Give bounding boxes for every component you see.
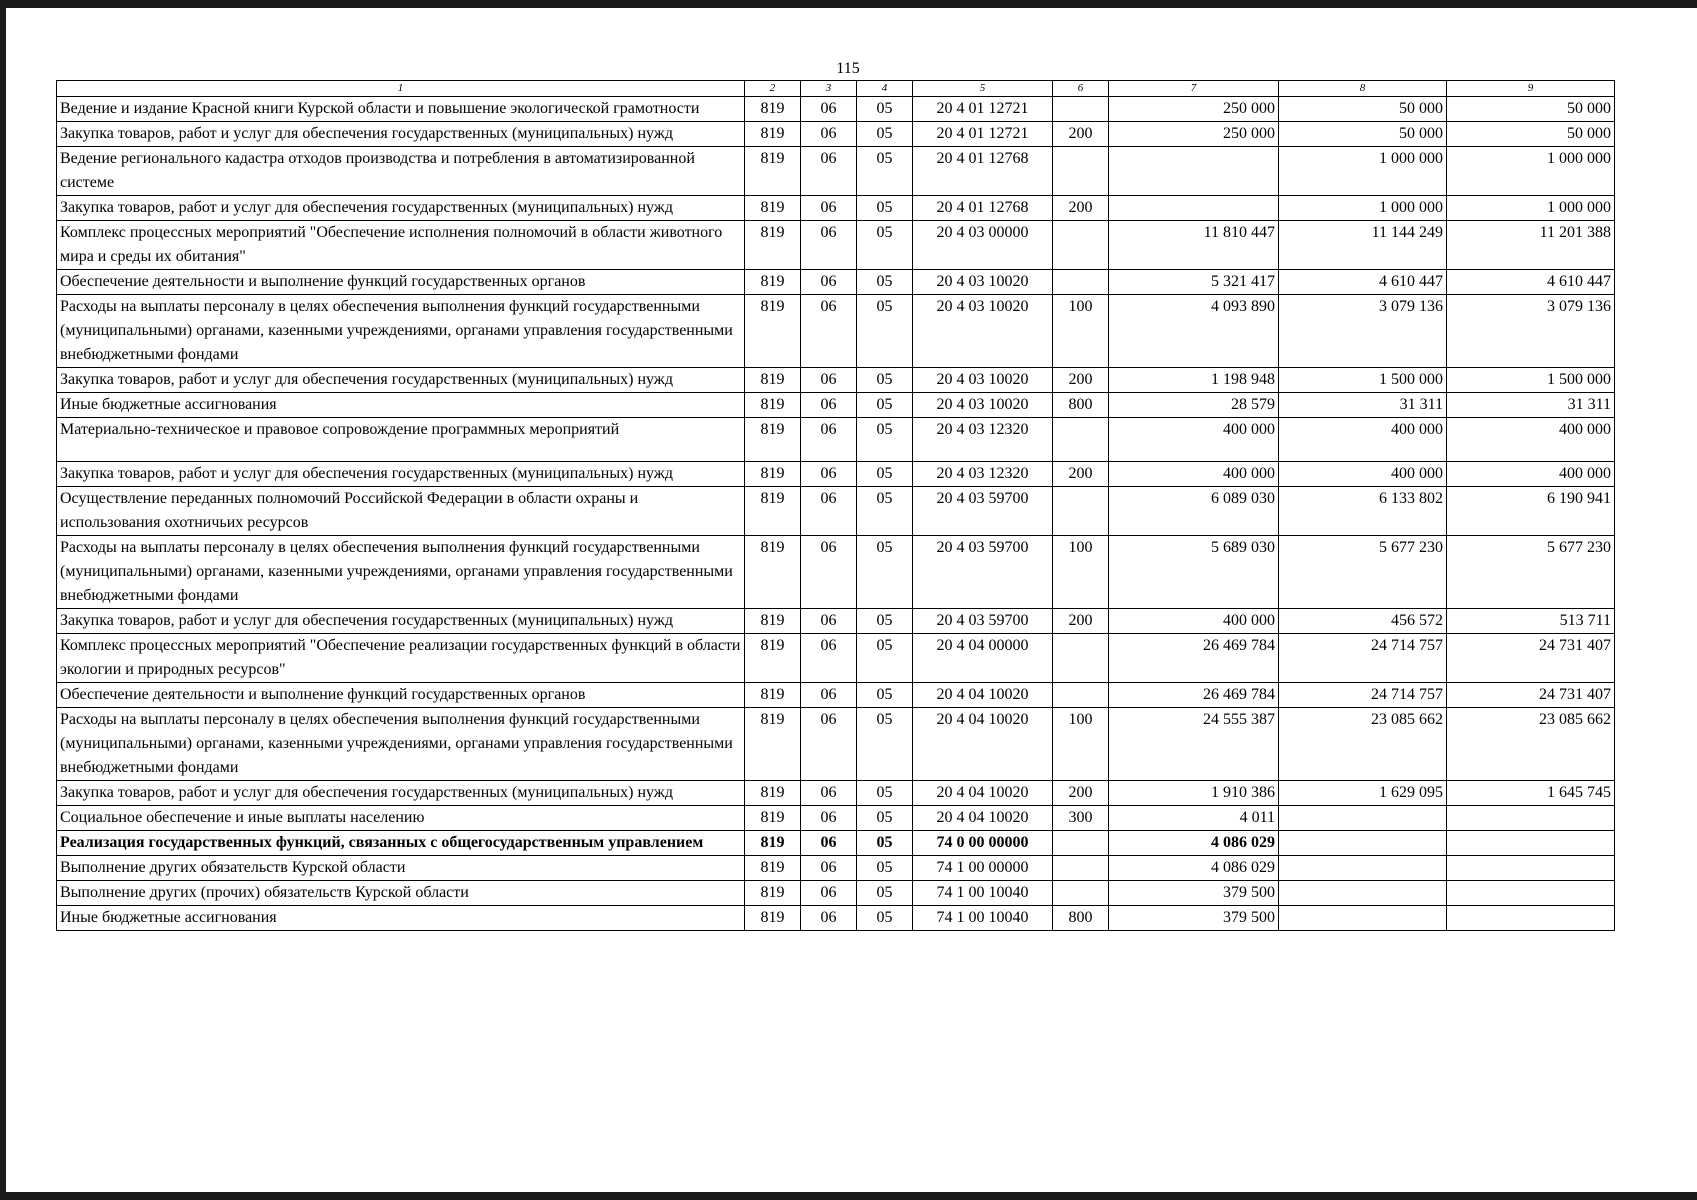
amount-col-7: 28 579 xyxy=(1109,393,1279,418)
column-number: 1 xyxy=(57,81,745,97)
subsection-code: 05 xyxy=(857,906,913,931)
admin-code: 819 xyxy=(745,487,801,536)
amount-col-8: 3 079 136 xyxy=(1279,295,1447,368)
column-number: 7 xyxy=(1109,81,1279,97)
amount-col-9 xyxy=(1447,881,1615,906)
amount-col-9: 6 190 941 xyxy=(1447,487,1615,536)
target-article-code: 20 4 03 10020 xyxy=(913,393,1053,418)
subsection-code: 05 xyxy=(857,634,913,683)
admin-code: 819 xyxy=(745,683,801,708)
amount-col-9: 50 000 xyxy=(1447,97,1615,122)
table-row xyxy=(57,147,1615,196)
subsection-code: 05 xyxy=(857,221,913,270)
amount-col-9: 513 711 xyxy=(1447,609,1615,634)
target-article-code: 20 4 04 10020 xyxy=(913,806,1053,831)
target-article-code: 20 4 01 12768 xyxy=(913,147,1053,196)
amount-col-9 xyxy=(1447,831,1615,856)
table-row xyxy=(57,196,1615,221)
amount-col-8: 400 000 xyxy=(1279,462,1447,487)
column-number: 3 xyxy=(801,81,857,97)
amount-col-7: 4 011 xyxy=(1109,806,1279,831)
amount-col-8: 1 000 000 xyxy=(1279,147,1447,196)
amount-col-8 xyxy=(1279,806,1447,831)
row-name: Выполнение других (прочих) обязательств Курской области xyxy=(57,881,745,906)
amount-col-7: 400 000 xyxy=(1109,462,1279,487)
expense-type-code: 800 xyxy=(1053,393,1109,418)
amount-col-8: 5 677 230 xyxy=(1279,536,1447,609)
row-name: Ведение и издание Красной книги Курской области и повышение экологической грамотности xyxy=(57,97,745,122)
row-name: Иные бюджетные ассигнования xyxy=(57,906,745,931)
section-code: 06 xyxy=(801,196,857,221)
target-article-code: 20 4 01 12721 xyxy=(913,97,1053,122)
amount-col-7: 250 000 xyxy=(1109,97,1279,122)
amount-col-8: 1 500 000 xyxy=(1279,368,1447,393)
row-name: Расходы на выплаты персоналу в целях обеспечения выполнения функций государственными (муниципальными) органами, казенными учреждениями, органами управления государственными внебюджетными фондами xyxy=(57,536,745,609)
target-article-code: 20 4 03 10020 xyxy=(913,368,1053,393)
amount-col-9: 23 085 662 xyxy=(1447,708,1615,781)
expense-type-code xyxy=(1053,147,1109,196)
table-row xyxy=(57,609,1615,634)
subsection-code: 05 xyxy=(857,609,913,634)
table-row xyxy=(57,221,1615,270)
table-row xyxy=(57,856,1615,881)
table-row xyxy=(57,806,1615,831)
target-article-code: 20 4 03 12320 xyxy=(913,418,1053,462)
section-code: 06 xyxy=(801,831,857,856)
subsection-code: 05 xyxy=(857,462,913,487)
expense-type-code xyxy=(1053,418,1109,462)
expense-type-code: 200 xyxy=(1053,609,1109,634)
table-row xyxy=(57,906,1615,931)
column-number: 8 xyxy=(1279,81,1447,97)
subsection-code: 05 xyxy=(857,196,913,221)
section-code: 06 xyxy=(801,708,857,781)
target-article-code: 20 4 04 10020 xyxy=(913,683,1053,708)
amount-col-8 xyxy=(1279,906,1447,931)
section-code: 06 xyxy=(801,462,857,487)
admin-code: 819 xyxy=(745,634,801,683)
admin-code: 819 xyxy=(745,147,801,196)
section-code: 06 xyxy=(801,147,857,196)
subsection-code: 05 xyxy=(857,708,913,781)
subsection-code: 05 xyxy=(857,536,913,609)
scan-border-bottom xyxy=(0,1192,1697,1200)
admin-code: 819 xyxy=(745,270,801,295)
amount-col-7: 6 089 030 xyxy=(1109,487,1279,536)
table-row xyxy=(57,97,1615,122)
amount-col-8: 456 572 xyxy=(1279,609,1447,634)
column-number: 9 xyxy=(1447,81,1615,97)
amount-col-9: 1 645 745 xyxy=(1447,781,1615,806)
row-name: Закупка товаров, работ и услуг для обеспечения государственных (муниципальных) нужд xyxy=(57,781,745,806)
amount-col-7: 11 810 447 xyxy=(1109,221,1279,270)
table-body xyxy=(57,97,1615,931)
row-name: Осуществление переданных полномочий Российской Федерации в области охраны и использования охотничьих ресурсов xyxy=(57,487,745,536)
row-name: Социальное обеспечение и иные выплаты населению xyxy=(57,806,745,831)
amount-col-8: 23 085 662 xyxy=(1279,708,1447,781)
amount-col-9: 31 311 xyxy=(1447,393,1615,418)
column-number: 5 xyxy=(913,81,1053,97)
table-row xyxy=(57,270,1615,295)
amount-col-8: 31 311 xyxy=(1279,393,1447,418)
expense-type-code: 200 xyxy=(1053,462,1109,487)
row-name: Выполнение других обязательств Курской области xyxy=(57,856,745,881)
expense-type-code: 200 xyxy=(1053,781,1109,806)
target-article-code: 20 4 03 00000 xyxy=(913,221,1053,270)
table-row xyxy=(57,634,1615,683)
amount-col-7: 5 689 030 xyxy=(1109,536,1279,609)
admin-code: 819 xyxy=(745,295,801,368)
target-article-code: 20 4 03 59700 xyxy=(913,487,1053,536)
row-name: Закупка товаров, работ и услуг для обеспечения государственных (муниципальных) нужд xyxy=(57,609,745,634)
table-row xyxy=(57,487,1615,536)
subsection-code: 05 xyxy=(857,856,913,881)
amount-col-7: 379 500 xyxy=(1109,906,1279,931)
section-code: 06 xyxy=(801,418,857,462)
row-name: Реализация государственных функций, связанных с общегосударственным управлением xyxy=(57,831,745,856)
amount-col-7: 1 910 386 xyxy=(1109,781,1279,806)
subsection-code: 05 xyxy=(857,418,913,462)
section-code: 06 xyxy=(801,856,857,881)
row-name: Расходы на выплаты персоналу в целях обеспечения выполнения функций государственными (муниципальными) органами, казенными учреждениями, органами управления государственными внебюджетными фондами xyxy=(57,295,745,368)
subsection-code: 05 xyxy=(857,781,913,806)
section-code: 06 xyxy=(801,393,857,418)
section-code: 06 xyxy=(801,881,857,906)
admin-code: 819 xyxy=(745,831,801,856)
subsection-code: 05 xyxy=(857,487,913,536)
expense-type-code xyxy=(1053,831,1109,856)
amount-col-9: 3 079 136 xyxy=(1447,295,1615,368)
column-number: 6 xyxy=(1053,81,1109,97)
amount-col-9 xyxy=(1447,806,1615,831)
amount-col-9: 50 000 xyxy=(1447,122,1615,147)
table-row xyxy=(57,295,1615,368)
amount-col-7: 4 093 890 xyxy=(1109,295,1279,368)
subsection-code: 05 xyxy=(857,147,913,196)
subsection-code: 05 xyxy=(857,270,913,295)
amount-col-7: 400 000 xyxy=(1109,418,1279,462)
admin-code: 819 xyxy=(745,881,801,906)
table-row xyxy=(57,536,1615,609)
admin-code: 819 xyxy=(745,906,801,931)
column-number-row xyxy=(57,81,1615,97)
admin-code: 819 xyxy=(745,368,801,393)
amount-col-8: 6 133 802 xyxy=(1279,487,1447,536)
amount-col-7: 24 555 387 xyxy=(1109,708,1279,781)
subsection-code: 05 xyxy=(857,806,913,831)
column-number: 4 xyxy=(857,81,913,97)
row-name: Материально-техническое и правовое сопровождение программных мероприятий xyxy=(57,418,745,462)
target-article-code: 20 4 03 10020 xyxy=(913,270,1053,295)
page-number: 115 xyxy=(836,60,860,77)
row-name: Закупка товаров, работ и услуг для обеспечения государственных (муниципальных) нужд xyxy=(57,368,745,393)
row-name: Ведение регионального кадастра отходов производства и потребления в автоматизированной системе xyxy=(57,147,745,196)
row-name: Комплекс процессных мероприятий "Обеспечение исполнения полномочий в области животного мира и среды их обитания" xyxy=(57,221,745,270)
admin-code: 819 xyxy=(745,122,801,147)
amount-col-8 xyxy=(1279,831,1447,856)
table-row xyxy=(57,418,1615,462)
row-name: Иные бюджетные ассигнования xyxy=(57,393,745,418)
amount-col-7: 5 321 417 xyxy=(1109,270,1279,295)
amount-col-9: 1 500 000 xyxy=(1447,368,1615,393)
admin-code: 819 xyxy=(745,393,801,418)
admin-code: 819 xyxy=(745,418,801,462)
table-row xyxy=(57,462,1615,487)
target-article-code: 20 4 01 12721 xyxy=(913,122,1053,147)
expense-type-code xyxy=(1053,881,1109,906)
target-article-code: 74 1 00 00000 xyxy=(913,856,1053,881)
amount-col-8: 11 144 249 xyxy=(1279,221,1447,270)
scan-border-left xyxy=(0,0,6,1200)
table-row xyxy=(57,393,1615,418)
section-code: 06 xyxy=(801,270,857,295)
amount-col-7: 379 500 xyxy=(1109,881,1279,906)
subsection-code: 05 xyxy=(857,393,913,418)
target-article-code: 74 1 00 10040 xyxy=(913,881,1053,906)
section-code: 06 xyxy=(801,97,857,122)
amount-col-9: 11 201 388 xyxy=(1447,221,1615,270)
target-article-code: 20 4 04 10020 xyxy=(913,781,1053,806)
row-name: Закупка товаров, работ и услуг для обеспечения государственных (муниципальных) нужд xyxy=(57,196,745,221)
expense-type-code xyxy=(1053,683,1109,708)
target-article-code: 74 1 00 10040 xyxy=(913,906,1053,931)
admin-code: 819 xyxy=(745,196,801,221)
amount-col-9: 1 000 000 xyxy=(1447,196,1615,221)
section-code: 06 xyxy=(801,295,857,368)
table-row xyxy=(57,708,1615,781)
table-row xyxy=(57,831,1615,856)
amount-col-9: 400 000 xyxy=(1447,462,1615,487)
amount-col-7 xyxy=(1109,196,1279,221)
amount-col-9: 24 731 407 xyxy=(1447,683,1615,708)
admin-code: 819 xyxy=(745,97,801,122)
admin-code: 819 xyxy=(745,781,801,806)
amount-col-7 xyxy=(1109,147,1279,196)
admin-code: 819 xyxy=(745,609,801,634)
expense-type-code xyxy=(1053,634,1109,683)
amount-col-7: 250 000 xyxy=(1109,122,1279,147)
amount-col-7: 4 086 029 xyxy=(1109,831,1279,856)
table-row xyxy=(57,122,1615,147)
amount-col-7: 4 086 029 xyxy=(1109,856,1279,881)
section-code: 06 xyxy=(801,634,857,683)
table-row xyxy=(57,368,1615,393)
section-code: 06 xyxy=(801,906,857,931)
expense-type-code xyxy=(1053,221,1109,270)
expense-type-code: 100 xyxy=(1053,295,1109,368)
amount-col-8: 1 000 000 xyxy=(1279,196,1447,221)
target-article-code: 20 4 04 00000 xyxy=(913,634,1053,683)
admin-code: 819 xyxy=(745,856,801,881)
amount-col-9: 400 000 xyxy=(1447,418,1615,462)
budget-table xyxy=(56,80,1615,931)
admin-code: 819 xyxy=(745,462,801,487)
amount-col-9: 5 677 230 xyxy=(1447,536,1615,609)
target-article-code: 20 4 03 10020 xyxy=(913,295,1053,368)
table-row xyxy=(57,781,1615,806)
amount-col-8: 24 714 757 xyxy=(1279,683,1447,708)
expense-type-code: 200 xyxy=(1053,196,1109,221)
row-name: Обеспечение деятельности и выполнение функций государственных органов xyxy=(57,270,745,295)
admin-code: 819 xyxy=(745,221,801,270)
subsection-code: 05 xyxy=(857,683,913,708)
amount-col-8 xyxy=(1279,881,1447,906)
expense-type-code: 200 xyxy=(1053,368,1109,393)
expense-type-code xyxy=(1053,270,1109,295)
subsection-code: 05 xyxy=(857,881,913,906)
target-article-code: 20 4 03 12320 xyxy=(913,462,1053,487)
section-code: 06 xyxy=(801,536,857,609)
scan-border-top xyxy=(0,0,1697,8)
amount-col-9: 24 731 407 xyxy=(1447,634,1615,683)
table-row xyxy=(57,881,1615,906)
amount-col-7: 26 469 784 xyxy=(1109,683,1279,708)
table-row xyxy=(57,683,1615,708)
amount-col-8: 50 000 xyxy=(1279,97,1447,122)
amount-col-7: 1 198 948 xyxy=(1109,368,1279,393)
expense-type-code: 800 xyxy=(1053,906,1109,931)
amount-col-9 xyxy=(1447,856,1615,881)
subsection-code: 05 xyxy=(857,122,913,147)
expense-type-code: 100 xyxy=(1053,536,1109,609)
section-code: 06 xyxy=(801,122,857,147)
amount-col-7: 400 000 xyxy=(1109,609,1279,634)
target-article-code: 20 4 03 59700 xyxy=(913,609,1053,634)
column-number: 2 xyxy=(745,81,801,97)
expense-type-code: 300 xyxy=(1053,806,1109,831)
target-article-code: 74 0 00 00000 xyxy=(913,831,1053,856)
amount-col-8: 4 610 447 xyxy=(1279,270,1447,295)
expense-type-code xyxy=(1053,97,1109,122)
row-name: Закупка товаров, работ и услуг для обеспечения государственных (муниципальных) нужд xyxy=(57,122,745,147)
row-name: Комплекс процессных мероприятий "Обеспечение реализации государственных функций в области экологии и природных ресурсов" xyxy=(57,634,745,683)
amount-col-8: 1 629 095 xyxy=(1279,781,1447,806)
subsection-code: 05 xyxy=(857,368,913,393)
section-code: 06 xyxy=(801,683,857,708)
amount-col-9 xyxy=(1447,906,1615,931)
expense-type-code: 200 xyxy=(1053,122,1109,147)
target-article-code: 20 4 01 12768 xyxy=(913,196,1053,221)
amount-col-8: 50 000 xyxy=(1279,122,1447,147)
amount-col-8: 24 714 757 xyxy=(1279,634,1447,683)
row-name: Обеспечение деятельности и выполнение функций государственных органов xyxy=(57,683,745,708)
amount-col-9: 1 000 000 xyxy=(1447,147,1615,196)
expense-type-code xyxy=(1053,487,1109,536)
expense-type-code: 100 xyxy=(1053,708,1109,781)
target-article-code: 20 4 03 59700 xyxy=(913,536,1053,609)
section-code: 06 xyxy=(801,609,857,634)
subsection-code: 05 xyxy=(857,831,913,856)
row-name: Расходы на выплаты персоналу в целях обеспечения выполнения функций государственными (муниципальными) органами, казенными учреждениями, органами управления государственными внебюджетными фондами xyxy=(57,708,745,781)
admin-code: 819 xyxy=(745,708,801,781)
amount-col-8: 400 000 xyxy=(1279,418,1447,462)
section-code: 06 xyxy=(801,487,857,536)
subsection-code: 05 xyxy=(857,97,913,122)
expense-type-code xyxy=(1053,856,1109,881)
section-code: 06 xyxy=(801,806,857,831)
admin-code: 819 xyxy=(745,536,801,609)
amount-col-7: 26 469 784 xyxy=(1109,634,1279,683)
row-name: Закупка товаров, работ и услуг для обеспечения государственных (муниципальных) нужд xyxy=(57,462,745,487)
section-code: 06 xyxy=(801,781,857,806)
admin-code: 819 xyxy=(745,806,801,831)
section-code: 06 xyxy=(801,368,857,393)
amount-col-8 xyxy=(1279,856,1447,881)
target-article-code: 20 4 04 10020 xyxy=(913,708,1053,781)
section-code: 06 xyxy=(801,221,857,270)
subsection-code: 05 xyxy=(857,295,913,368)
amount-col-9: 4 610 447 xyxy=(1447,270,1615,295)
